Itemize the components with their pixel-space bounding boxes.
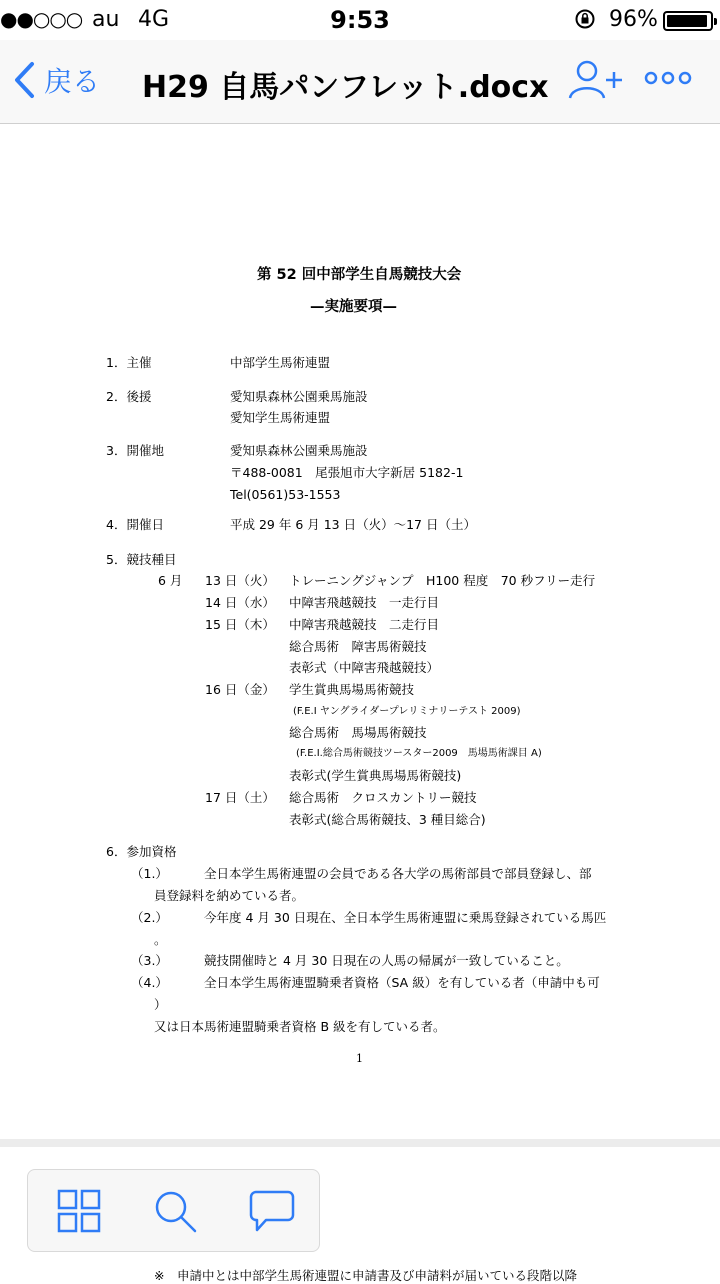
entry-text-cont: 員登録料を納めている者。: [154, 888, 305, 903]
comment-icon[interactable]: [248, 1188, 294, 1234]
month-label: 6 月: [158, 573, 183, 588]
section-value: 中部学生馬術連盟: [230, 355, 331, 370]
event-line: (F.E.I ヤングライダープレリミナリーテスト 2009): [293, 706, 521, 717]
event-line: 中障害飛越競技 二走行目: [289, 617, 440, 632]
document-page[interactable]: [0, 124, 720, 1139]
status-bar: [0, 0, 720, 40]
entry-text-cont: 。: [154, 932, 167, 947]
entry-text: 競技開催時と 4 月 30 日現在の人馬の帰属が一致していること。: [204, 953, 569, 968]
grid-icon[interactable]: [56, 1188, 102, 1234]
event-line: 表彰式（中障害飛越競技）: [289, 660, 440, 675]
entry-number: （2.）: [131, 910, 168, 925]
back-label: 戻る: [44, 65, 101, 98]
event-line: 表彰式(総合馬術競技、3 種目総合): [289, 812, 486, 827]
more-icon[interactable]: [643, 58, 693, 106]
status-time: 9:53: [330, 6, 390, 34]
entry-number: （1.）: [131, 866, 168, 881]
chevron-left-icon: [12, 60, 36, 100]
entry-text-cont: ）: [154, 997, 167, 1012]
page-separator: [0, 1139, 720, 1147]
section-label: 6．参加資格: [106, 844, 177, 859]
page-number: 1: [356, 1052, 363, 1065]
event-line: 総合馬術 クロスカントリー競技: [289, 790, 477, 805]
event-date: 13 日（火）: [205, 573, 275, 588]
entry-text: 全日本学生馬術連盟の会員である各大学の馬術部員で部員登録し、部: [204, 866, 592, 881]
event-date: 16 日（金）: [205, 682, 275, 697]
next-page-line: ※ 申請中とは中部学生馬術連盟に申請書及び申請料が届いている段階以降: [154, 1268, 577, 1283]
entry-number: （4.）: [131, 975, 168, 990]
section-label: 4．開催日: [106, 517, 164, 532]
doc-title: 第 52 回中部学生自馬競技大会: [257, 267, 462, 283]
section-label: 2．後援: [106, 389, 152, 404]
document-title: H29 自馬パンフレット.docx: [142, 70, 549, 105]
event-date: 15 日（木）: [205, 617, 275, 632]
entry-number: （3.）: [131, 953, 168, 968]
carrier-name: au: [92, 7, 120, 32]
entry-text: 全日本学生馬術連盟騎乗者資格（SA 級）を有している者（申請中も可: [204, 975, 600, 990]
entry-text: 今年度 4 月 30 日現在、全日本学生馬術連盟に乗馬登録されている馬匹: [204, 910, 607, 925]
event-line: 学生賞典馬場馬術競技: [289, 682, 415, 697]
battery-icon: [663, 11, 713, 31]
floating-toolbar: [27, 1169, 320, 1252]
nav-bar: [0, 40, 720, 124]
section-value: Tel(0561)53-1553: [230, 487, 341, 502]
event-line: 総合馬術 馬場馬術競技: [289, 725, 427, 740]
signal-strength: ●●○○○: [0, 7, 83, 31]
battery-percent: 96%: [609, 7, 658, 32]
doc-subtitle: —実施要項—: [310, 299, 397, 315]
event-date: 14 日（水）: [205, 595, 275, 610]
section-value: 平成 29 年 6 月 13 日（火）～17 日（土）: [230, 517, 476, 532]
section-value: 愛知学生馬術連盟: [230, 410, 331, 425]
add-person-icon[interactable]: [567, 58, 625, 106]
section-value: 愛知県森林公園乗馬施設: [230, 443, 368, 458]
back-button[interactable]: [12, 58, 100, 102]
entry-extra: 又は日本馬術連盟騎乗者資格 B 級を有している者。: [154, 1019, 446, 1034]
event-line: 総合馬術 障害馬術競技: [289, 639, 427, 654]
event-date: 17 日（土）: [205, 790, 275, 805]
network-type: 4G: [138, 7, 170, 32]
section-label: 5．競技種目: [106, 552, 177, 567]
event-line: 中障害飛越競技 一走行目: [289, 595, 440, 610]
event-line: 表彰式(学生賞典馬場馬術競技): [289, 768, 462, 783]
search-icon[interactable]: [152, 1188, 198, 1234]
section-label: 3．開催地: [106, 443, 164, 458]
event-line: (F.E.I.総合馬術競技ツースター2009 馬場馬術課目 A): [296, 748, 542, 759]
section-label: 1．主催: [106, 355, 152, 370]
section-value: 〒488-0081 尾張旭市大字新居 5182-1: [230, 465, 464, 480]
event-line: トレーニングジャンプ H100 程度 70 秒フリー走行: [289, 573, 596, 588]
battery-fill: [667, 15, 707, 27]
section-value: 愛知県森林公園乗馬施設: [230, 389, 368, 404]
rotation-lock-icon: [574, 8, 594, 28]
